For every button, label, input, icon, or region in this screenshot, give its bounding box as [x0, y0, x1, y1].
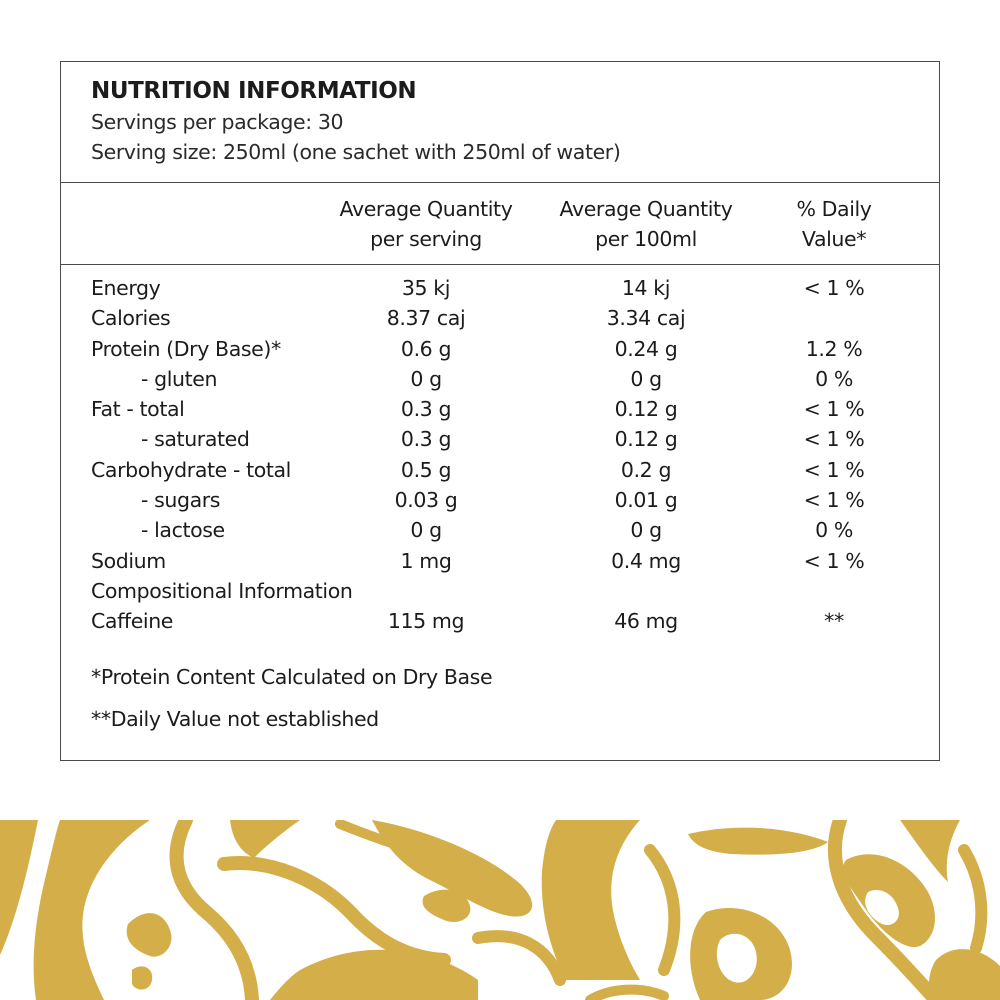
per-serving-value: 0 g — [410, 366, 442, 391]
per-100ml-value: 0.24 g — [614, 336, 678, 361]
nutrient-name: - gluten — [141, 366, 218, 391]
nutrition-panel — [60, 61, 940, 761]
column-header-line: Average Quantity — [559, 197, 733, 221]
per-serving-value: 1 mg — [400, 548, 452, 573]
daily-value: < 1 % — [803, 488, 865, 513]
per-100ml-value: 0.4 mg — [611, 548, 681, 573]
nutrient-name: Protein (Dry Base)* — [91, 336, 281, 361]
column-header-daily-value — [749, 194, 919, 254]
table-row — [61, 549, 939, 579]
per-serving-value: 0.5 g — [400, 457, 452, 482]
column-header-line: Value* — [801, 227, 867, 251]
gold-swirl-decoration — [0, 820, 1000, 1000]
per-100ml-value: 0 g — [630, 518, 662, 543]
per-100ml-value: 3.34 caj — [606, 306, 686, 331]
per-100ml-value: 0.12 g — [614, 397, 678, 422]
nutrient-name: Calories — [91, 306, 171, 331]
table-row — [61, 276, 939, 306]
per-serving-value: 0.3 g — [400, 397, 452, 422]
column-header-per-serving — [311, 194, 541, 254]
per-serving-value: 0 g — [410, 518, 442, 543]
panel-title: NUTRITION INFORMATION — [91, 78, 417, 104]
column-header-divider — [61, 264, 939, 265]
table-row — [61, 518, 939, 548]
per-100ml-value: 0.2 g — [620, 457, 672, 482]
per-100ml-value: 0.01 g — [614, 488, 678, 513]
per-serving-value: 115 mg — [387, 609, 465, 634]
per-serving-value: 8.37 caj — [386, 306, 466, 331]
nutrient-name: Caffeine — [91, 609, 174, 634]
nutrient-name: Fat - total — [91, 397, 185, 422]
footnote-protein: *Protein Content Calculated on Dry Base — [91, 665, 493, 689]
nutrient-name: - saturated — [141, 427, 250, 452]
daily-value: ** — [824, 609, 844, 634]
per-serving-value: 0.6 g — [400, 336, 452, 361]
daily-value: 0 % — [815, 518, 853, 543]
column-header-line: % Daily — [796, 197, 872, 221]
nutrient-name: - lactose — [141, 518, 225, 543]
column-header-line: per serving — [370, 227, 482, 251]
nutrient-name: Compositional Information — [91, 578, 353, 603]
nutrient-name: Sodium — [91, 548, 166, 573]
daily-value: < 1 % — [803, 457, 865, 482]
per-serving-value: 0.03 g — [394, 488, 458, 513]
nutrition-rows — [61, 276, 939, 640]
daily-value: 0 % — [815, 366, 853, 391]
column-header-line: per 100ml — [595, 227, 697, 251]
per-serving-value: 35 kj — [401, 276, 451, 300]
table-row — [61, 609, 939, 639]
column-header-per-100ml — [531, 194, 761, 254]
table-row — [61, 367, 939, 397]
daily-value: < 1 % — [803, 427, 865, 452]
table-row — [61, 488, 939, 518]
per-100ml-value: 0.12 g — [614, 427, 678, 452]
panel-header — [61, 62, 939, 183]
nutrient-name: - sugars — [141, 488, 221, 513]
table-row — [61, 397, 939, 427]
table-row — [61, 458, 939, 488]
table-row — [61, 306, 939, 336]
table-row — [61, 427, 939, 457]
header-divider — [61, 182, 939, 183]
nutrient-name: Carbohydrate - total — [91, 457, 291, 482]
footnote-daily-value: **Daily Value not established — [91, 707, 379, 731]
nutrient-name: Energy — [91, 276, 161, 300]
per-100ml-value: 14 kj — [621, 276, 671, 300]
daily-value: < 1 % — [803, 397, 865, 422]
servings-per-package: Servings per package: 30 — [91, 110, 344, 134]
serving-size: Serving size: 250ml (one sachet with 250ml of water) — [91, 140, 621, 164]
per-serving-value: 0.3 g — [400, 427, 452, 452]
table-row — [61, 579, 939, 609]
column-header-line: Average Quantity — [339, 197, 513, 221]
daily-value: < 1 % — [803, 276, 865, 300]
per-100ml-value: 46 mg — [614, 609, 678, 634]
per-100ml-value: 0 g — [630, 366, 662, 391]
daily-value: 1.2 % — [805, 336, 863, 361]
daily-value: < 1 % — [803, 548, 865, 573]
table-row — [61, 337, 939, 367]
